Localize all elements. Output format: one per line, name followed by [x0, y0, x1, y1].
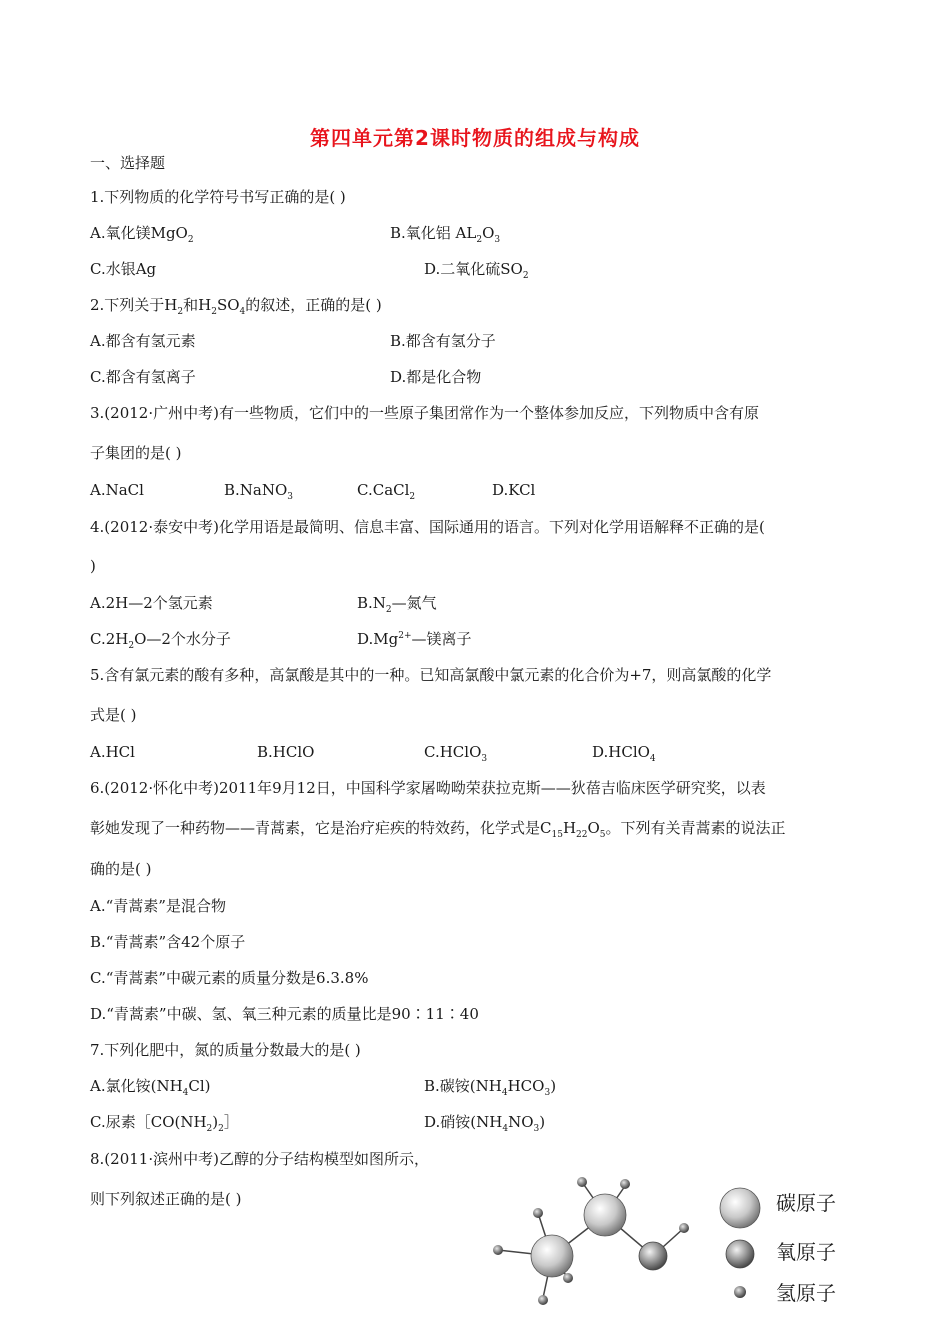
- q2-option-b: B.都含有氢分子: [390, 332, 496, 350]
- legend-hydrogen-label: 氢原子: [776, 1281, 836, 1305]
- oxygen-atom: [639, 1242, 667, 1270]
- carbon-atom: [584, 1194, 626, 1236]
- q7-option-c: C.尿素$[CO(NH_2)_2]$: [90, 1113, 239, 1134]
- question-6-stem-line-1: 6.(2012·怀化中考)2011年9月12日，中国科学家屠呦呦荣获拉克斯——狄蓓吉临床医学研究奖，以表: [90, 779, 766, 797]
- section-heading: 一、选择题: [90, 154, 166, 172]
- question-5-stem-line-1: 5.含有氯元素的酸有多种，高氯酸是其中的一种。已知高氯酸中氯元素的化合价为+7，则高氯酸的化学: [90, 666, 772, 684]
- ethanol-molecule-diagram: [488, 1168, 698, 1318]
- q2-option-d: D.都是化合物: [390, 368, 482, 386]
- q3-option-a: A.NaCl: [90, 481, 144, 499]
- hydrogen-atom: [679, 1223, 689, 1233]
- q5-option-b: B.HClO: [257, 743, 315, 761]
- q6-option-b: B.“青蒿素”含42个原子: [90, 933, 246, 951]
- legend-hydrogen-swatch: [732, 1284, 748, 1300]
- question-8-stem-line-2: 则下列叙述正确的是( ): [90, 1190, 242, 1208]
- question-1-stem: 1.下列物质的化学符号书写正确的是( ): [90, 188, 346, 206]
- question-6-stem-line-2: 彰她发现了一种药物——青蒿素，它是治疗疟疾的特效药，化学式是$C_{15}H_{22}O_5$。下列有关青蒿素的说法正: [90, 819, 786, 840]
- question-4-stem-line-2: ): [90, 557, 96, 575]
- q6-option-d: D.“青蒿素”中碳、氢、氧三种元素的质量比是90∶11∶40: [90, 1005, 479, 1023]
- q1-option-c: C.水银Ag: [90, 260, 157, 278]
- q6-option-a: A.“青蒿素”是混合物: [90, 897, 226, 915]
- hydrogen-atom: [563, 1273, 573, 1283]
- hydrogen-atom: [533, 1208, 543, 1218]
- q4-option-d: $D.Mg^{2+}—$镁离子: [357, 630, 472, 648]
- legend-carbon-swatch: [717, 1185, 763, 1231]
- q4-option-c: $C.2H_2O—2$个水分子: [90, 630, 231, 651]
- q4-option-b: $B.N_2—$氮气: [357, 594, 437, 615]
- question-3-stem-line-2: 子集团的是( ): [90, 444, 182, 462]
- hydrogen-atom: [538, 1295, 548, 1305]
- q3-option-c: C.CaCl$_2$: [357, 481, 416, 502]
- hydrogen-atom: [577, 1177, 587, 1187]
- question-6-stem-line-3: 确的是( ): [90, 860, 152, 878]
- legend-carbon-label: 碳原子: [776, 1191, 836, 1215]
- q7-option-d: D.硝铵$(NH_4NO_3)$: [424, 1113, 546, 1134]
- q4-option-a: A.2H—2个氢元素: [90, 594, 213, 612]
- question-4-stem-line-1: 4.(2012·泰安中考)化学用语是最简明、信息丰富、国际通用的语言。下列对化学用语解释不正确的是(: [90, 518, 765, 536]
- legend-oxygen-label: 氧原子: [776, 1240, 836, 1264]
- q5-option-a: A.HCl: [90, 743, 135, 761]
- q3-option-b: B.NaNO$_3$: [224, 481, 294, 502]
- question-7-stem: 7.下列化肥中，氮的质量分数最大的是( ): [90, 1041, 361, 1059]
- question-3-stem-line-1: 3.(2012·广州中考)有一些物质，它们中的一些原子集团常作为一个整体参加反应，下列物质中含有原: [90, 404, 759, 422]
- q5-option-c: C.HClO$_3$: [424, 743, 488, 764]
- q5-option-d: D.HClO$_4$: [592, 743, 656, 764]
- carbon-atom: [531, 1235, 573, 1277]
- hydrogen-atom: [620, 1179, 630, 1189]
- q1-option-b: B.氧化铝 $AL_2O_3$: [390, 224, 501, 245]
- q7-option-b: B.碳铵$(NH_4HCO_3)$: [424, 1077, 557, 1098]
- q3-option-d: D.KCl: [492, 481, 536, 499]
- question-2-stem: 2.下列关于$H_2$和$H_2SO_4$的叙述，正确的是( ): [90, 296, 382, 317]
- hydrogen-atom: [493, 1245, 503, 1255]
- question-8-stem-line-1: 8.(2011·滨州中考)乙醇的分子结构模型如图所示，: [90, 1150, 429, 1168]
- legend-oxygen-swatch: [722, 1236, 758, 1272]
- q1-option-d: D.二氧化硫$SO_2$: [424, 260, 529, 281]
- q1-option-a: A.氧化镁MgO$_2$: [90, 224, 194, 245]
- page-title: 第四单元第2课时物质的组成与构成: [310, 126, 640, 150]
- q7-option-a: A.氯化铵$(NH_4Cl)$: [90, 1077, 211, 1098]
- q6-option-c: C.“青蒿素”中碳元素的质量分数是6.3.8%: [90, 969, 369, 987]
- q2-option-c: C.都含有氢离子: [90, 368, 196, 386]
- question-5-stem-line-2: 式是( ): [90, 706, 137, 724]
- q2-option-a: A.都含有氢元素: [90, 332, 196, 350]
